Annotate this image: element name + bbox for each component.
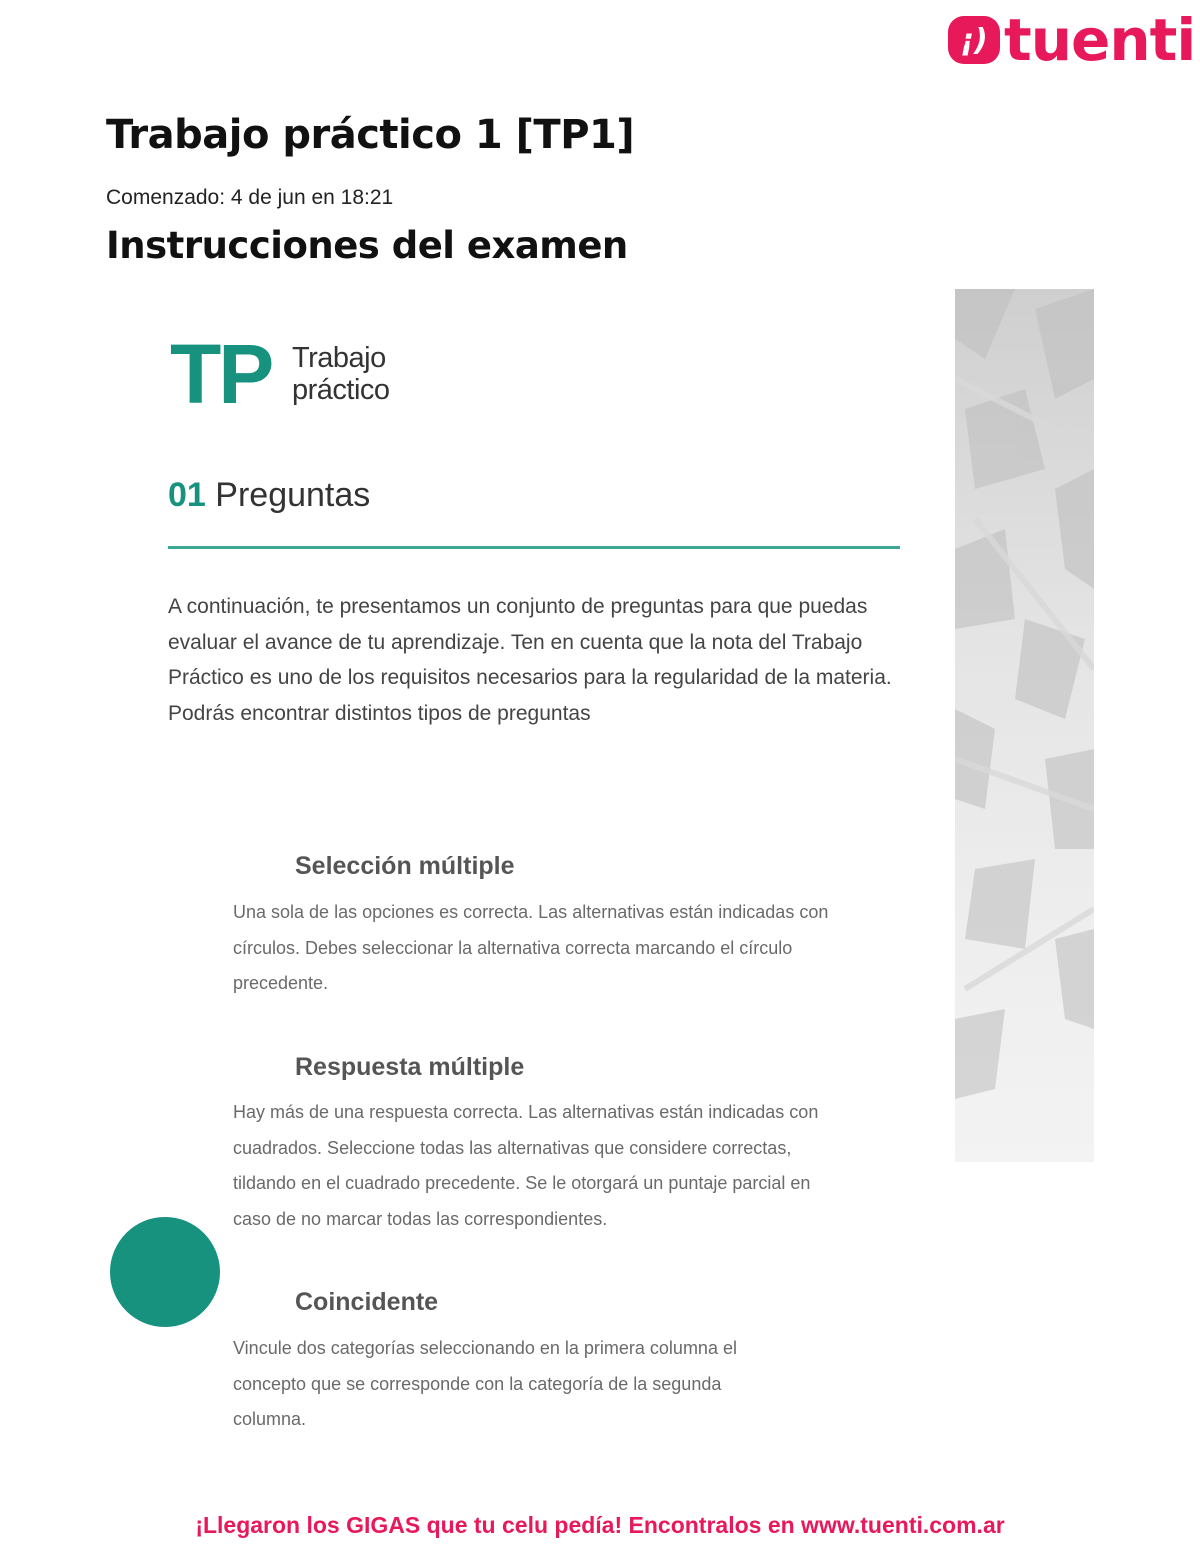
section-title: Preguntas [215,476,371,514]
decorative-architecture-image [955,289,1094,1162]
tp-logo-caption [292,342,390,406]
architecture-pattern-icon [955,289,1094,1162]
tuenti-logo-mark: ¡) [948,16,1000,64]
started-timestamp: Comenzado: 4 de jun en 18:21 [106,186,394,209]
question-type-title: Selección múltiple [295,852,515,880]
section-number: 01 [168,476,206,514]
decorative-circle [110,1217,220,1327]
question-type-description: Una sola de las opciones es correcta. Las alternativas están indicadas con círculos. Debes seleccionar la alternativa correcta marcando el círculo precedente. [233,902,829,993]
section-heading [168,476,370,515]
instructions-heading: Instrucciones del examen [106,224,628,267]
footer-ad-link[interactable]: ¡Llegaron los GIGAS que tu celu pedía! Encontralos en www.tuenti.com.ar [195,1512,1005,1538]
section-divider [168,546,900,549]
question-type-description: Hay más de una respuesta correcta. Las alternativas están indicadas con cuadrados. Seleccione todas las alternativas que considere correctas, tildando en el cuadrado precedente. Se le otorgará un puntaje parcial en caso de no marcar todas las correspondientes. [233,1102,819,1229]
tuenti-logo [948,6,1196,74]
tp-logo-line1: Trabajo [292,342,386,374]
tp-logo-line2: práctico [292,374,390,406]
section-intro: A continuación, te presentamos un conjunto de preguntas para que puedas evaluar el avance de tu aprendizaje. Ten en cuenta que la nota del Trabajo Práctico es uno de los requisitos necesarios para la regularidad de la materia. Podrás encontrar distintos tipos de preguntas [168,595,892,725]
tp-logo-letters: TP [170,327,272,421]
tuenti-logo-text: tuenti [1004,6,1196,74]
question-type-title: Coincidente [295,1288,439,1316]
question-type-description: Vincule dos categorías seleccionando en la primera columna el concepto que se corresponde con la categoría de la segunda columna. [233,1338,737,1429]
page-title: Trabajo práctico 1 [TP1] [106,112,635,158]
question-type-title: Respuesta múltiple [295,1053,525,1081]
